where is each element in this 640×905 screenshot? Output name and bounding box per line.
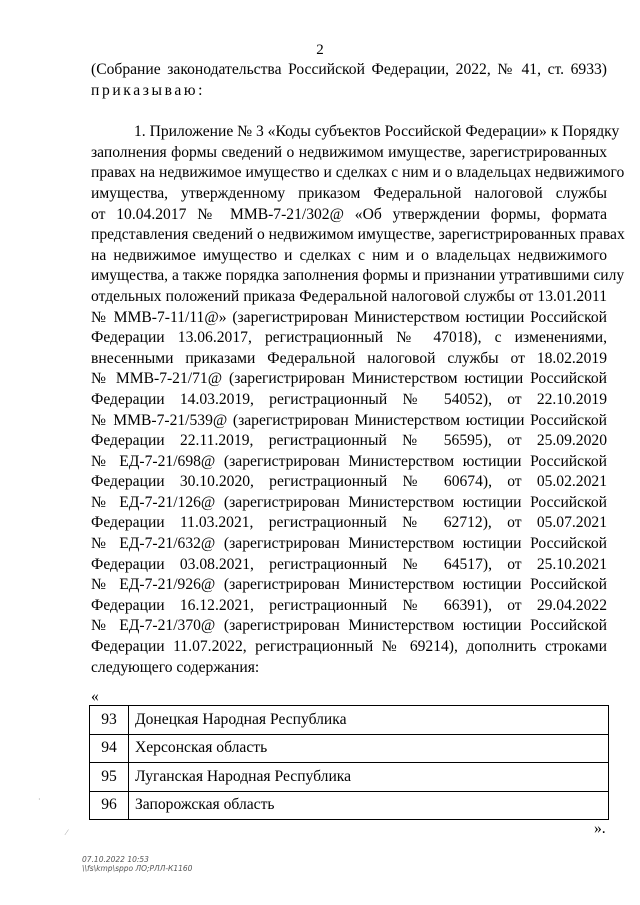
- print-footer: [82, 855, 192, 873]
- body-line-3: 1. Приложение № 3 «Коды субъектов Российской Федерации» к Порядку: [134, 123, 620, 141]
- region-code: 93: [90, 706, 129, 735]
- body-line-20: Федерации 30.10.2020, регистрационный № 60674), от 05.02.2021: [91, 473, 607, 491]
- body-line-5: правах на недвижимое имущество и сделках с ним и о владельцах недвижимого: [91, 164, 625, 182]
- body-line-1: (Собрание законодательства Российской Федерации, 2022, № 41, ст. 6933): [91, 61, 607, 78]
- body-line-24: Федерации 03.08.2021, регистрационный № 64517), от 25.10.2021: [91, 555, 607, 573]
- table-row: [90, 763, 609, 792]
- body-line-9: на недвижимое имущество и сделках с ним и о владельцах недвижимого: [91, 246, 607, 264]
- footer-date: 07.10.2022 10:53: [82, 855, 149, 864]
- body-line-16: Федерации 14.03.2019, регистрационный № 54052), от 22.10.2019: [91, 390, 607, 408]
- body-line-14: внесенными приказами Федеральной налоговой службы от 18.02.2019: [91, 349, 607, 367]
- body-line-10: имущества, а также порядка заполнения формы и признании утратившими силу: [91, 267, 625, 285]
- margin-mark: ⁄: [66, 828, 68, 837]
- page-number: 2: [316, 42, 324, 58]
- body-line-11: отдельных положений приказа Федеральной налоговой службы от 13.01.2011: [91, 287, 607, 305]
- body-line-19: № ЕД-7-21/698@ (зарегистрирован Министерством юстиции Российской: [91, 452, 607, 470]
- body-line-18: Федерации 22.11.2019, регистрационный № 56595), от 25.09.2020: [91, 432, 607, 450]
- region-name: Запорожская область: [129, 791, 609, 820]
- body-line-23: № ЕД-7-21/632@ (зарегистрирован Министерством юстиции Российской: [91, 535, 607, 553]
- table-row: [90, 706, 609, 735]
- region-code: 94: [90, 734, 129, 763]
- body-line-15: № ММВ-7-21/71@ (зарегистрирован Министерством юстиции Российской: [91, 370, 607, 388]
- region-code: 96: [90, 791, 129, 820]
- body-line-22: Федерации 11.03.2021, регистрационный № 62712), от 05.07.2021: [91, 514, 607, 532]
- region-code: 95: [90, 763, 129, 792]
- body-line-8: представления сведений о недвижимом имуществе, зарегистрированных правах: [91, 226, 625, 244]
- body-line-6: имущества, утвержденному приказом Федеральной налоговой службы: [91, 184, 607, 202]
- body-line-21: № ЕД-7-21/126@ (зарегистрирован Министерством юстиции Российской: [91, 493, 607, 511]
- order-word: приказываю:: [91, 81, 206, 99]
- body-line-28: Федерации 11.07.2022, регистрационный № 69214), дополнить строками: [91, 638, 607, 656]
- region-name: Донецкая Народная Республика: [129, 706, 609, 735]
- body-line-4: заполнения формы сведений о недвижимом имуществе, зарегистрированных: [91, 143, 607, 161]
- body-line-29: следующего содержания:: [91, 658, 260, 676]
- body-line-27: № ЕД-7-21/370@ (зарегистрирован Министерством юстиции Российской: [91, 617, 607, 635]
- paragraph-gap: [91, 101, 607, 122]
- table-row: [90, 791, 609, 820]
- body-line-26: Федерации 16.12.2021, регистрационный № 66391), от 29.04.2022: [91, 596, 607, 614]
- body-line-13: Федерации 13.06.2017, регистрационный № 47018), с изменениями,: [91, 329, 607, 347]
- regions-table: [89, 705, 609, 820]
- body-line-12: № ММВ-7-11/11@» (зарегистрирован Министерством юстиции Российской: [91, 308, 607, 326]
- footer-file-path: \\fs\kmp\sppo ЛО;РЛЛ-К1160: [82, 864, 193, 873]
- quote-close: ».: [594, 820, 606, 837]
- region-name: Луганская Народная Республика: [129, 763, 609, 792]
- body-line-17: № ММВ-7-21/539@ (зарегистрирован Министерством юстиции Российской: [91, 411, 607, 429]
- body-line-7: от 10.04.2017 № ММВ-7-21/302@ «Об утверждении формы, формата: [91, 205, 607, 223]
- region-name: Херсонская область: [129, 734, 609, 763]
- body-line-25: № ЕД-7-21/926@ (зарегистрирован Министерством юстиции Российской: [91, 576, 607, 594]
- margin-mark: ·: [38, 795, 41, 804]
- quote-open: «: [91, 688, 99, 705]
- table-row: [90, 734, 609, 763]
- order-body-text: [91, 60, 625, 678]
